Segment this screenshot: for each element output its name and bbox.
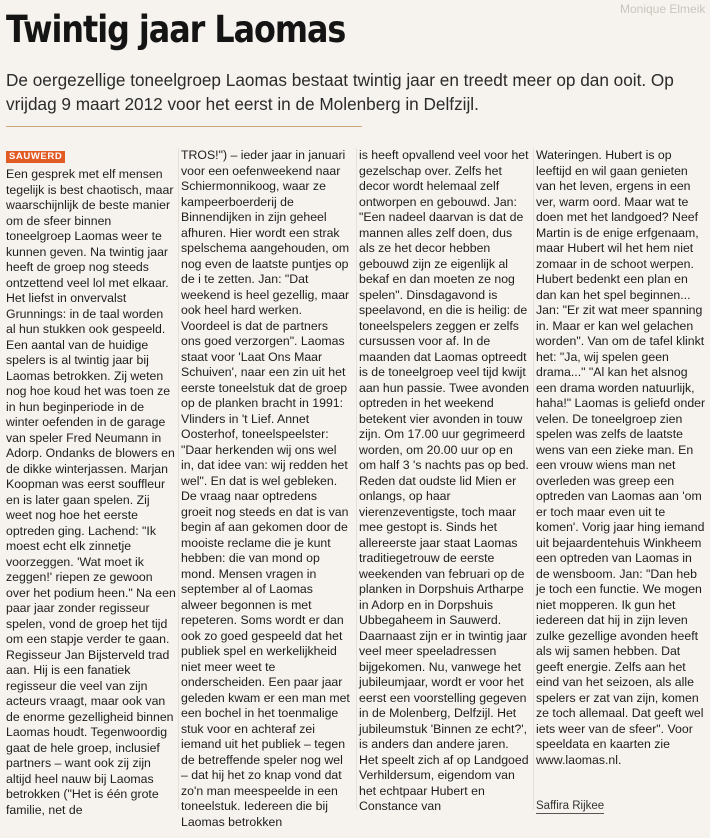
column-text: TROS!") – ieder jaar in januari voor een oefenweekend naar Schiermonnikoog, waar ze kampeerboerderij de Binnendijken in zijn geheel afhuren. Hier wordt een strak spelschema aangehouden, om nog even de laatste puntjes op de i te zetten. Jan: "Dat weekend is heel gezellig, maar ook heel hard werken. Voordeel is dat de partners ons goed verzorgen". Laomas staat voor 'Laat Ons Maar Schuiven', naar een zin uit het eerste toneelstuk dat de groep op de planken bracht in 1991: Vlinders in 't Lief. Annet Oosterhof, toneelspeelster: "Daar herkenden wij ons wel in, dat idee van: wij redden het wel". En dat is wel gebleken. De vraag naar optredens groeit nog steeds en dat is van begin af aan gekomen door de mooiste reclame die je kunt hebben: die van mond op mond. Mensen vragen in september al of Laomas alweer begonnen is met repeteren. Soms wordt er dan ook zo goed gespeeld dat het publiek spel en werkelijkheid niet meer weet te onderscheiden. Een paar jaar geleden kwam er een man met een bochel in het toenmalige stuk voor en achteraf zei iemand uit het publiek – tegen de betreffende speler nog wel – dat hij het zo knap vond dat zo'n man meespeelde in een toneelstuk. Iedereen die bij Laomas betrokken	[181, 148, 350, 829]
article-title: Twintig jaar Laomas	[6, 8, 346, 51]
column-text: Een gesprek met elf mensen tegelijk is best chaotisch, maar waarschijnlijk de beste manier om de sfeer binnen toneelgroep Laomas weer te kunnen geven. Na twintig jaar heeft de groep nog steeds ontzettend veel lol met elkaar. Het liefst in onvervalst Grunnings: in de taal worden al hun stukken ook gespeeld. Een aantal van de huidige spelers is al twintig jaar bij Laomas betrokken. Zij weten nog hoe koud het was toen ze in hun beginperiode in de winter oefenden in de garage van speler Fred Neumann in Adorp. Ondanks de blowers en de dikke winterjassen. Marjan Koopman was eerst souffleur en is later gaan spelen. Zij weet nog hoe het eerste optreden ging. Lachend: "Ik moest echt elk zinnetje voorzeggen. 'Wat moet ik zeggen!' riepen ze gewoon over het podium heen." Na een paar jaar zonder regisseur spelen, vond de groep het tijd om een stapje verder te gaan. Regisseur Jan Bijsterveld trad aan. Hij is een fanatiek regisseur die veel van zijn acteurs vraagt, maar ook van de enorme gezelligheid binnen Laomas houdt. Tegenwoordig gaat de hele groep, inclusief partners – want ook zij zijn altijd heel nauw bij Laomas betrokken ("Het is één grote familie, net de	[6, 167, 176, 817]
article-column-1	[6, 148, 176, 818]
article-lead: De oergezellige toneelgroep Laomas bestaat twintig jaar en treedt meer op dan ooit. Op vrijdag 9 maart 2012 voor het eerst in de Molenberg in Delfzijl.	[6, 70, 674, 114]
article-column-2	[181, 148, 351, 830]
article-column-4	[536, 148, 706, 768]
author-byline: Saffira Rijkee	[536, 800, 605, 812]
column-text: is heeft opvallend veel voor het gezelschap over. Zelfs het decor wordt helemaal zelf ontworpen en gebouwd. Jan: "Een nadeel daarvan is dat de mannen alles zelf doen, dus als ze het decor hebben gebouwd zijn ze eigenlijk al bekaf en dan moeten ze nog spelen". Dinsdagavond is speelavond, en die is heilig: de toneelspelers zeggen er zelfs cursussen voor af. In de maanden dat Laomas optreedt is de toneelgroep veel tijd kwijt aan hun passie. Twee avonden optreden in het weekend betekent vier avonden in touw zijn. Om 17.00 uur gegrimeerd worden, om 20.00 uur op en om half 3 's nachts pas op bed. Reden dat oudste lid Mien er onlangs, op haar vierenzeventigste, toch maar mee gestopt is. Sinds het allereerste jaar staat Laomas traditiegetrouw de eerste weekenden van februari op de planken in Dorpshuis Artharpe in Adorp en in Dorpshuis Ubbegaheem in Sauwerd. Daarnaast zijn er in twintig jaar veel meer speeladressen bijgekomen. Nu, vanwege het jubileumjaar, wordt er voor het eerst een voorstelling gegeven in de Molenberg, Delfzijl. Het jubileumstuk 'Binnen ze echt?', is anders dan andere jaren. Het speelt zich af op Landgoed Verhildersum, eigendom van het echtpaar Hubert en Constance van	[359, 148, 530, 813]
location-kicker: SAUWERD	[6, 151, 65, 163]
lead-divider	[6, 126, 362, 127]
article-body	[6, 148, 706, 829]
column-text: Wateringen. Hubert is op leeftijd en wil gaan genieten van het leven, ergens in een ver, warm oord. Maar wat te doen met het landgoed? Neef Martin is de enige erfgenaam, maar Hubert wil het hem niet zomaar in de schoot werpen. Hubert bedenkt een plan en dan kan het spel beginnen... Jan: "Er zit wat meer spanning in. Maar er kan wel gelachen worden". Van om de tafel klinkt het: "Ja, wij spelen geen drama..." "Al kan het alsnog een drama worden natuurlijk, haha!" Laomas is geliefd onder velen. De toneelgroep zien spelen was zelfs de laatste wens van een zieke man. En een vrouw wiens man net overleden was greep een optreden van Laomas aan 'om er toch maar even uit te komen'. Vorig jaar hing iemand uit bejaardentehuis Winkheem een optreden van Laomas in de wensboom. Jan: "Dan heb je toch een functie. We mogen niet mopperen. Ik gun het iedereen dat hij in zijn leven zulke gezellige avonden heeft als wij samen hebben. Dat geeft energie. Zelfs aan het eind van het seizoen, als alle spelers er zat van zijn, komen ze toch allemaal. Dat geeft wel iets weer van de sfeer". Voor speeldata en kaarten zie www.laomas.nl.	[536, 148, 706, 767]
bleed-through-text: Monique Elmeik	[620, 2, 706, 16]
article-column-3	[359, 148, 529, 815]
